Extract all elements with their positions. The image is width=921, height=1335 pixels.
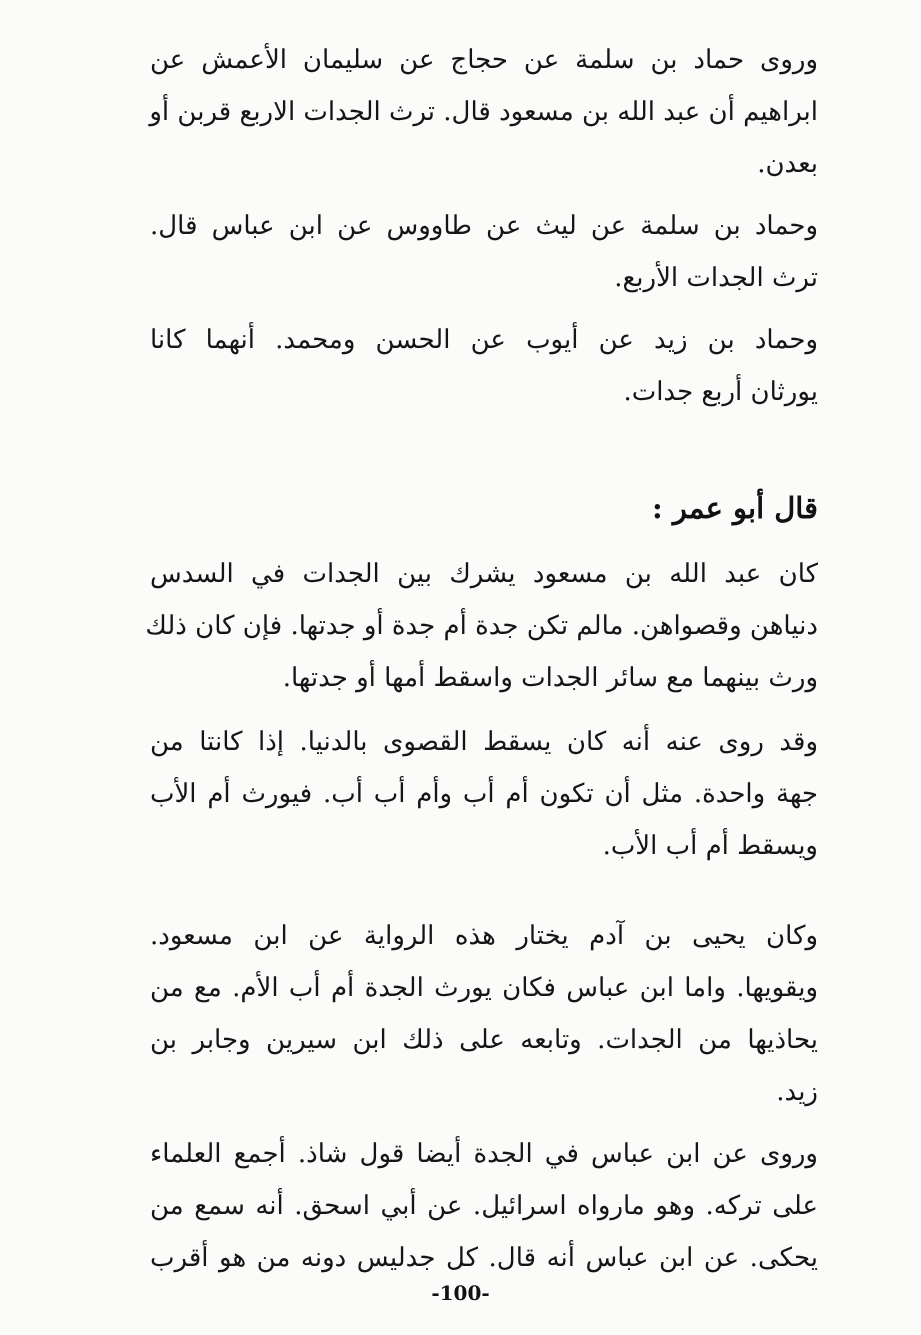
text-line: يورثان أربع جدات. — [623, 377, 818, 407]
page-number: -100- — [431, 1281, 490, 1305]
text-line: ابراهيم أن عبد الله بن مسعود قال. ترث الجدات الاربع قربن أو — [149, 97, 818, 127]
text-line: بعدن. — [757, 149, 818, 179]
text-line: ترث الجدات الأربع. — [614, 263, 818, 293]
text-line: ويسقط أم أب الأب. — [602, 831, 818, 861]
text-line: على تركه. وهو مارواه اسرائيل. عن أبي اسحق. أنه سمع من — [150, 1191, 818, 1221]
text-line: كان عبد الله بن مسعود يشرك بين الجدات في السدس — [150, 559, 818, 589]
text-line: وحماد بن زيد عن أيوب عن الحسن ومحمد. أنهما كانا — [150, 325, 818, 355]
text-line: وروى عن ابن عباس في الجدة أيضا قول شاذ. أجمع العلماء — [150, 1139, 818, 1169]
text-line: وكان يحيى بن آدم يختار هذه الرواية عن ابن مسعود. — [150, 921, 818, 951]
text-line: ورث بينهما مع سائر الجدات واسقط أمها أو جدتها. — [282, 663, 818, 693]
text-line: وقد روى عنه أنه كان يسقط القصوى بالدنيا. إذا كانتا من — [150, 727, 819, 757]
text-line: وحماد بن سلمة عن ليث عن طاووس عن ابن عباس قال. — [150, 211, 818, 241]
text-line: زيد. — [776, 1077, 818, 1107]
text-line: وروى حماد بن سلمة عن حجاج عن سليمان الأعمش عن — [150, 45, 818, 75]
text-line: جهة واحدة. مثل أن تكون أم أب وأم أب أب. فيورث أم الأب — [150, 779, 818, 809]
text-line: يحاذيها من الجدات. وتابعه على ذلك ابن سيرين وجابر بن — [150, 1025, 818, 1055]
text-line: ويقويها. واما ابن عباس فكان يورث الجدة أم أب الأم. مع من — [150, 973, 818, 1003]
section-heading: قال أبو عمر : — [652, 491, 818, 525]
text-line: يحكى. عن ابن عباس أنه قال. كل جدليس دونه من هو أقرب — [150, 1243, 818, 1273]
text-line: دنياهن وقصواهن. مالم تكن جدة أم جدة أو جدتها. فإن كان ذلك — [145, 611, 818, 641]
